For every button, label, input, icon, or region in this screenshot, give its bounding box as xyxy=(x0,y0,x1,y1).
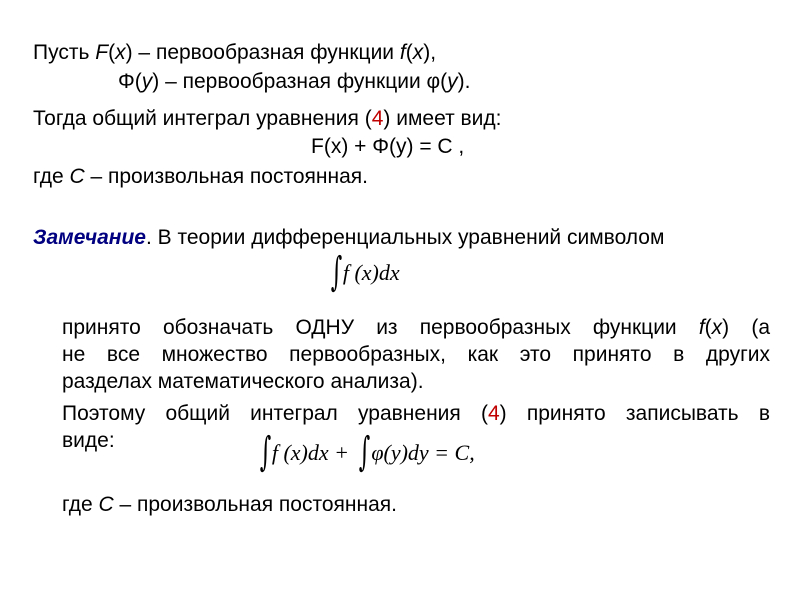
integral-sign: ∫ xyxy=(259,428,272,475)
integral-sign: ∫ xyxy=(330,248,343,295)
symbol-f: f xyxy=(399,41,406,64)
symbol-F: F xyxy=(95,41,109,64)
line-where-C: где C – произвольная постоянная. xyxy=(33,165,368,188)
formula-integral-form: ∫f (x)dx + ∫φ(y)dy = C, xyxy=(259,428,475,475)
equation-ref-4: 4 xyxy=(487,402,500,425)
symbol-C: C xyxy=(69,165,85,188)
symbol-C: C xyxy=(98,493,114,516)
line-antiderivative-phi: Φ(y) – первообразная функции φ(y). xyxy=(118,70,471,93)
line-antiderivative-f: Пусть F(x) – первообразная функции f(x), xyxy=(33,41,437,64)
remark-line: Замечание. В теории дифференциальных уравнений символом xyxy=(33,226,665,249)
symbol-phi: φ xyxy=(426,70,441,93)
paragraph-notation: принято обозначать ОДНУ из первообразных функции f(x) (а не все множество первообразных, как это принято в других разделах математического анализа). xyxy=(62,316,770,393)
remark-label: Замечание xyxy=(33,226,146,249)
line-general-integral: Тогда общий интеграл уравнения (4) имеет вид: xyxy=(33,107,502,130)
line-where-C-final: где C – произвольная постоянная. xyxy=(62,493,397,516)
formula-general-integral: F(x) + Φ(y) = C , xyxy=(311,135,465,158)
integral-sign: ∫ xyxy=(359,428,371,475)
paragraph-general-integral-form: Поэтому общий интеграл уравнения (4) принято записывать в виде: xyxy=(62,402,770,452)
symbol-Phi: Φ xyxy=(118,70,135,93)
formula-indefinite-integral: ∫f (x)dx xyxy=(330,248,400,295)
equation-ref-4: 4 xyxy=(371,107,384,130)
